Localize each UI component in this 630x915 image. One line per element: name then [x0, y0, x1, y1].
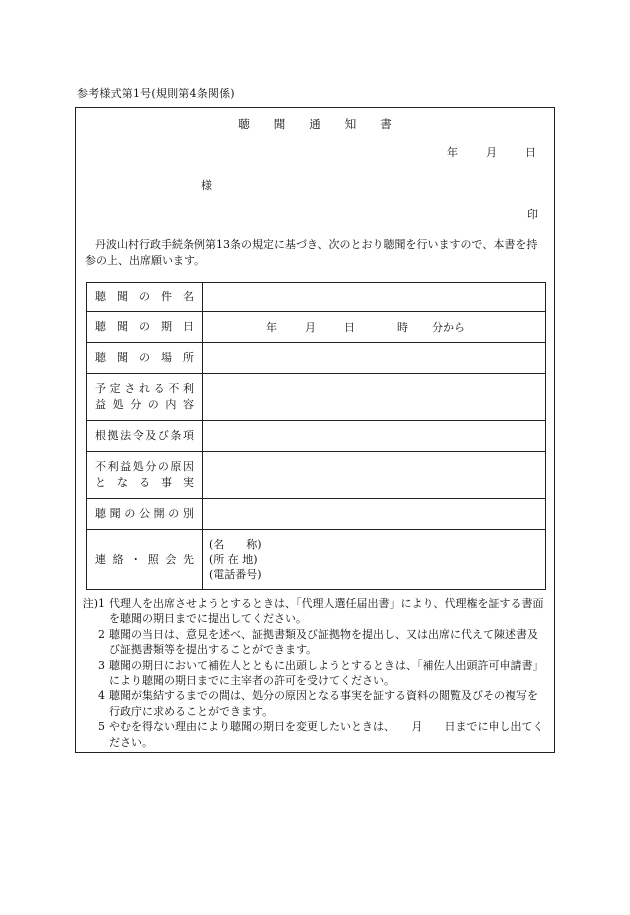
title-char: 聞 [273, 117, 286, 131]
table-row [87, 421, 546, 452]
table-row [87, 499, 546, 530]
title-char: 知 [344, 117, 357, 131]
date-year: 年 [447, 146, 458, 159]
note-number: 注)1 [82, 597, 105, 610]
table-row [87, 343, 546, 374]
title-char: 書 [380, 117, 392, 131]
note-text: 聴聞が集結するまでの間は、処分の原因となる事実を証する資料の閲覧及びその複写を行政庁に求めることができます。 [109, 689, 538, 718]
title-char: 通 [309, 117, 321, 131]
table-row [87, 312, 546, 343]
seal-mark: 印 [527, 208, 538, 221]
note-number: 3 [98, 658, 105, 672]
note-item [81, 658, 548, 689]
subject-value [203, 283, 546, 312]
note-item [81, 688, 548, 719]
subject-label: 聴 聞 の 件 名 [87, 283, 203, 312]
table-row [87, 283, 546, 312]
publicity-value [203, 499, 546, 530]
note-text: 聴聞の当日は、意見を述べ、証拠書類及び証拠物を提出し、又は出席に代えて陳述書及び証拠書類等を提出することができます。 [109, 627, 538, 657]
note-text: 聴聞の期日において補佐人とともに出頭しようとするときは、「補佐人出頭許可申請書」により聴聞の期日までに主宰者の許可を受けてください。 [109, 658, 544, 688]
notice-frame [75, 107, 555, 753]
notes-section [81, 596, 548, 750]
date-month: 月 [486, 146, 497, 159]
issue-date [419, 144, 536, 160]
note-number: 5 [98, 720, 105, 734]
date-day: 日 [525, 146, 536, 159]
contact-name-line: (名 称) [209, 538, 262, 551]
hearing-details-table [86, 282, 546, 590]
note-text: やむを得ない理由により聴聞の期日を変更したいときは、 月 日までに申し出てください。 [109, 720, 544, 749]
note-number: 4 [98, 689, 105, 703]
note-item [81, 627, 548, 658]
legal-basis-label: 根 拠 法 令 及 び 条 項 [87, 421, 203, 452]
table-row [87, 374, 546, 421]
title-char: 聴 [238, 117, 250, 131]
cause-label: 不 利 益 処 分 の 原 因 と な る 事 実 [87, 452, 203, 499]
place-label: 聴 聞 の 場 所 [87, 343, 203, 374]
legal-basis-value [203, 421, 546, 452]
place-value [203, 343, 546, 374]
disposition-label: 予 定 さ れ る 不 利 益 処 分 の 内 容 [87, 374, 203, 421]
addressee-suffix: 様 [201, 179, 212, 192]
date-value: 年 月 日 時 分から [203, 312, 546, 343]
publicity-label: 聴 聞 の 公 開 の 別 [87, 499, 203, 530]
cause-value [203, 452, 546, 499]
document-title [76, 116, 554, 132]
table-row [87, 452, 546, 499]
contact-phone-line: (電話番号) [209, 568, 262, 581]
note-text: 代理人を出席させようとするときは、「代理人選任届出書」により、代理権を証する書面を聴聞の期日までに提出してください。 [109, 597, 544, 626]
disposition-value [203, 374, 546, 421]
note-item [81, 719, 548, 750]
date-label: 聴 聞 の 期 日 [87, 312, 203, 343]
contact-label: 連 絡 ・ 照 会 先 [87, 530, 203, 590]
table-row [87, 530, 546, 590]
form-reference: 参考様式第1号(規則第4条関係) [77, 87, 235, 100]
contact-value [203, 530, 546, 590]
intro-paragraph: 丹波山村行政手続条例第13条の規定に基づき、次のとおり聴聞を行いますので、本書を持参の上、出席願います。 [85, 238, 538, 267]
note-number: 2 [98, 627, 105, 641]
contact-address-line: (所 在 地) [209, 553, 258, 566]
note-item [81, 596, 548, 627]
